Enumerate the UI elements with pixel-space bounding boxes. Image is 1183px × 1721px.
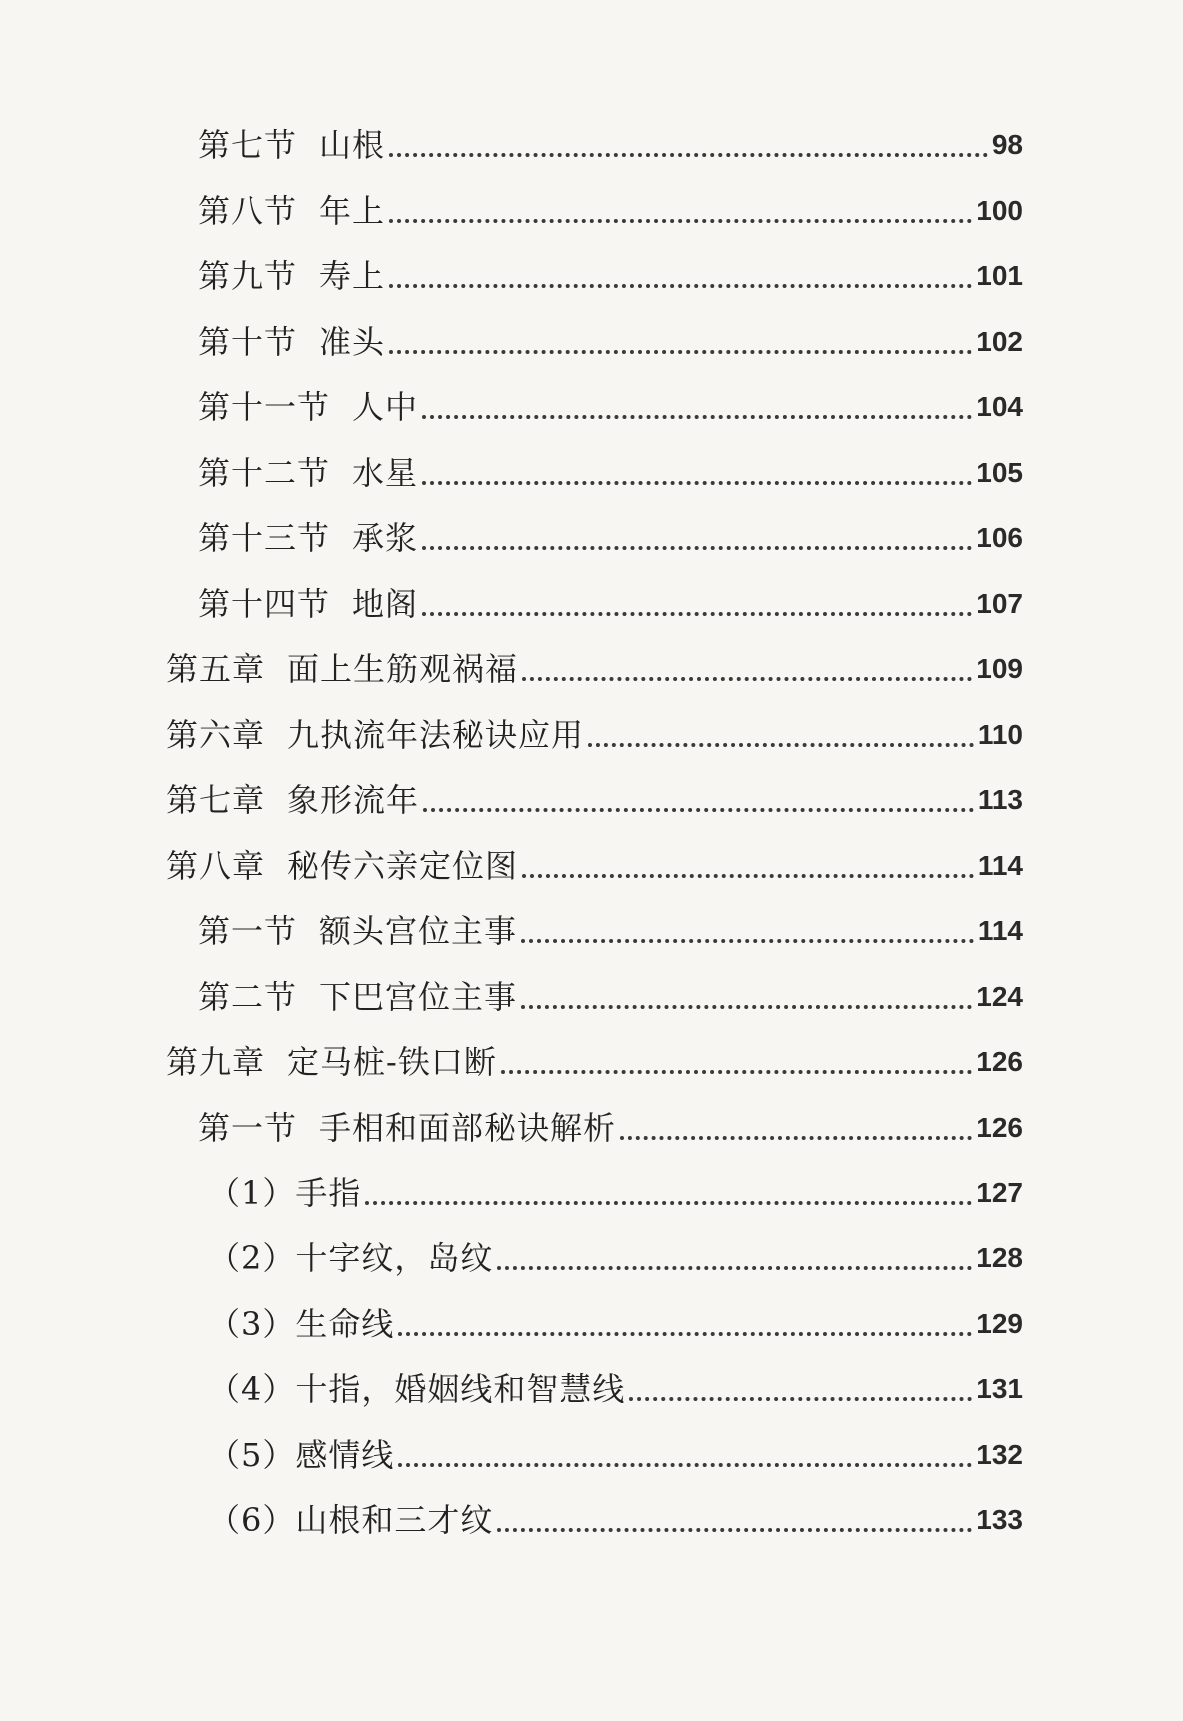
dot-leader xyxy=(629,1397,972,1401)
toc-entry-page: 109 xyxy=(976,653,1023,684)
toc-entry-number: 第五章 xyxy=(166,650,266,688)
toc-entry-title: 寿上 xyxy=(319,257,386,295)
toc-entry[interactable] xyxy=(166,1037,1023,1087)
toc-entry-page: 126 xyxy=(976,1112,1023,1143)
toc-entry-page: 110 xyxy=(977,719,1023,750)
toc-entry-page: 113 xyxy=(977,784,1023,815)
toc-entry-title: 象形流年 xyxy=(287,781,420,819)
toc-entry-number: （1） xyxy=(208,1174,296,1212)
dot-leader xyxy=(522,874,974,878)
toc-entry-title: 地阁 xyxy=(352,585,419,623)
toc-entry[interactable] xyxy=(198,1103,1023,1153)
toc-entry-label xyxy=(208,1299,394,1349)
toc-entry[interactable] xyxy=(166,841,1023,891)
dot-leader xyxy=(422,546,972,550)
toc-entry[interactable] xyxy=(198,317,1023,367)
toc-entry-title: 手相和面部秘诀解析 xyxy=(319,1109,617,1147)
dot-leader xyxy=(501,1070,972,1074)
toc-entry-title: 额头宫位主事 xyxy=(319,912,518,950)
toc-entry[interactable] xyxy=(208,1168,1023,1218)
toc-entry[interactable] xyxy=(198,513,1023,563)
dot-leader xyxy=(497,1266,972,1270)
dot-leader xyxy=(521,939,974,943)
toc-entry-title: 面上生筋观祸福 xyxy=(287,650,519,688)
toc-entry-label xyxy=(198,579,418,629)
toc-entry-number: 第二节 xyxy=(198,978,298,1016)
toc-entry-label xyxy=(198,906,517,956)
toc-entry-title: 九执流年法秘诀应用 xyxy=(287,716,585,754)
toc-entry-page: 104 xyxy=(976,391,1023,422)
toc-entry-label xyxy=(198,120,385,170)
dot-leader xyxy=(398,1332,972,1336)
toc-entry-title: 山根和三才纹 xyxy=(295,1501,494,1539)
toc-entry-label xyxy=(166,841,518,891)
toc-entry[interactable] xyxy=(198,186,1023,236)
dot-leader xyxy=(398,1463,972,1467)
toc-entry-title: 秘传六亲定位图 xyxy=(287,847,519,885)
toc-entry[interactable] xyxy=(198,382,1023,432)
dot-leader xyxy=(497,1528,972,1532)
toc-entry-title: 年上 xyxy=(319,192,386,230)
dot-leader xyxy=(522,677,972,681)
toc-entry-label xyxy=(166,644,518,694)
toc-entry-label xyxy=(198,1103,616,1153)
toc-entry-title: 水星 xyxy=(352,454,419,492)
toc-entry-page: 114 xyxy=(977,850,1023,881)
toc-entry[interactable] xyxy=(208,1430,1023,1480)
dot-leader xyxy=(521,1005,972,1009)
toc-entry-title: 山根 xyxy=(319,126,386,164)
toc-entry[interactable] xyxy=(208,1495,1023,1545)
toc-entry[interactable] xyxy=(166,644,1023,694)
toc-entry[interactable] xyxy=(198,972,1023,1022)
toc-entry[interactable] xyxy=(208,1299,1023,1349)
toc-entry-label xyxy=(208,1430,394,1480)
toc-entry-page: 129 xyxy=(976,1308,1023,1339)
toc-entry-title: 生命线 xyxy=(295,1305,395,1343)
toc-entry-number: 第十节 xyxy=(198,323,298,361)
toc-entry[interactable] xyxy=(198,906,1023,956)
toc-entry-page: 106 xyxy=(976,522,1023,553)
toc-entry-label xyxy=(198,186,385,236)
toc-entry-label xyxy=(198,317,385,367)
toc-entry-label xyxy=(208,1233,493,1283)
toc-entry-label xyxy=(166,710,584,760)
toc-entry-label xyxy=(166,775,419,825)
toc-entry[interactable] xyxy=(208,1233,1023,1283)
toc-entry[interactable] xyxy=(198,448,1023,498)
toc-entry-number: 第九章 xyxy=(166,1043,266,1081)
toc-entry-label xyxy=(208,1495,493,1545)
toc-entry-page: 114 xyxy=(977,915,1023,946)
toc-entry-page: 100 xyxy=(976,195,1023,226)
toc-entry-page: 105 xyxy=(976,457,1023,488)
toc-entry-number: （3） xyxy=(208,1305,296,1343)
toc-entry[interactable] xyxy=(198,579,1023,629)
toc-entry-title: 十指，婚姻线和智慧线 xyxy=(295,1370,626,1408)
dot-leader xyxy=(389,284,972,288)
toc-entry-page: 107 xyxy=(976,588,1023,619)
dot-leader xyxy=(422,481,972,485)
toc-entry-page: 101 xyxy=(976,260,1023,291)
dot-leader xyxy=(389,350,972,354)
toc-entry-title: 十字纹，岛纹 xyxy=(295,1239,494,1277)
toc-entry-page: 127 xyxy=(976,1177,1023,1208)
toc-entry[interactable] xyxy=(208,1364,1023,1414)
toc-entry-number: 第七节 xyxy=(198,126,298,164)
toc-entry-title: 定马桩-铁口断 xyxy=(287,1043,497,1081)
dot-leader xyxy=(588,743,974,747)
toc-entry-page: 131 xyxy=(976,1373,1023,1404)
toc-entry-label xyxy=(208,1364,625,1414)
toc-entry-number: 第十三节 xyxy=(198,519,331,557)
toc-entry-title: 下巴宫位主事 xyxy=(319,978,518,1016)
toc-entry-label xyxy=(166,1037,497,1087)
toc-entry-label xyxy=(198,382,418,432)
toc-entry-title: 准头 xyxy=(319,323,386,361)
toc-entry-page: 124 xyxy=(976,981,1023,1012)
toc-entry-label xyxy=(198,513,418,563)
toc-entry-number: 第十一节 xyxy=(198,388,331,426)
toc-entry-page: 128 xyxy=(976,1242,1023,1273)
toc-entry-page: 133 xyxy=(976,1504,1023,1535)
toc-entry-label xyxy=(208,1168,361,1218)
toc-entry-number: 第一节 xyxy=(198,1109,298,1147)
toc-entry[interactable] xyxy=(166,710,1023,760)
toc-entry-number: 第七章 xyxy=(166,781,266,819)
dot-leader xyxy=(423,808,974,812)
toc-entry[interactable] xyxy=(198,251,1023,301)
toc-entry[interactable] xyxy=(166,775,1023,825)
toc-entry-number: 第十二节 xyxy=(198,454,331,492)
toc-entry-page: 102 xyxy=(976,326,1023,357)
toc-entry-number: （5） xyxy=(208,1436,296,1474)
toc-entry-number: （6） xyxy=(208,1501,296,1539)
dot-leader xyxy=(620,1136,972,1140)
dot-leader xyxy=(389,153,988,157)
dot-leader xyxy=(422,612,972,616)
toc-entry-number: （4） xyxy=(208,1370,296,1408)
toc-entry-number: 第九节 xyxy=(198,257,298,295)
toc-entry-page: 126 xyxy=(976,1046,1023,1077)
toc-entry[interactable] xyxy=(198,120,1023,170)
toc-entry-label xyxy=(198,251,385,301)
toc-entry-title: 手指 xyxy=(295,1174,362,1212)
dot-leader xyxy=(389,219,972,223)
toc-entry-title: 人中 xyxy=(352,388,419,426)
toc-entry-number: （2） xyxy=(208,1239,296,1277)
toc-entry-page: 132 xyxy=(976,1439,1023,1470)
toc-entry-number: 第八节 xyxy=(198,192,298,230)
toc-entry-title: 感情线 xyxy=(295,1436,395,1474)
dot-leader xyxy=(422,415,972,419)
toc-entry-label xyxy=(198,448,418,498)
toc-entry-label xyxy=(198,972,517,1022)
toc-entry-number: 第六章 xyxy=(166,716,266,754)
toc-entry-title: 承浆 xyxy=(352,519,419,557)
toc-entry-page: 98 xyxy=(991,129,1023,160)
toc-entry-number: 第十四节 xyxy=(198,585,331,623)
toc-entry-number: 第八章 xyxy=(166,847,266,885)
dot-leader xyxy=(365,1201,972,1205)
toc-entry-number: 第一节 xyxy=(198,912,298,950)
